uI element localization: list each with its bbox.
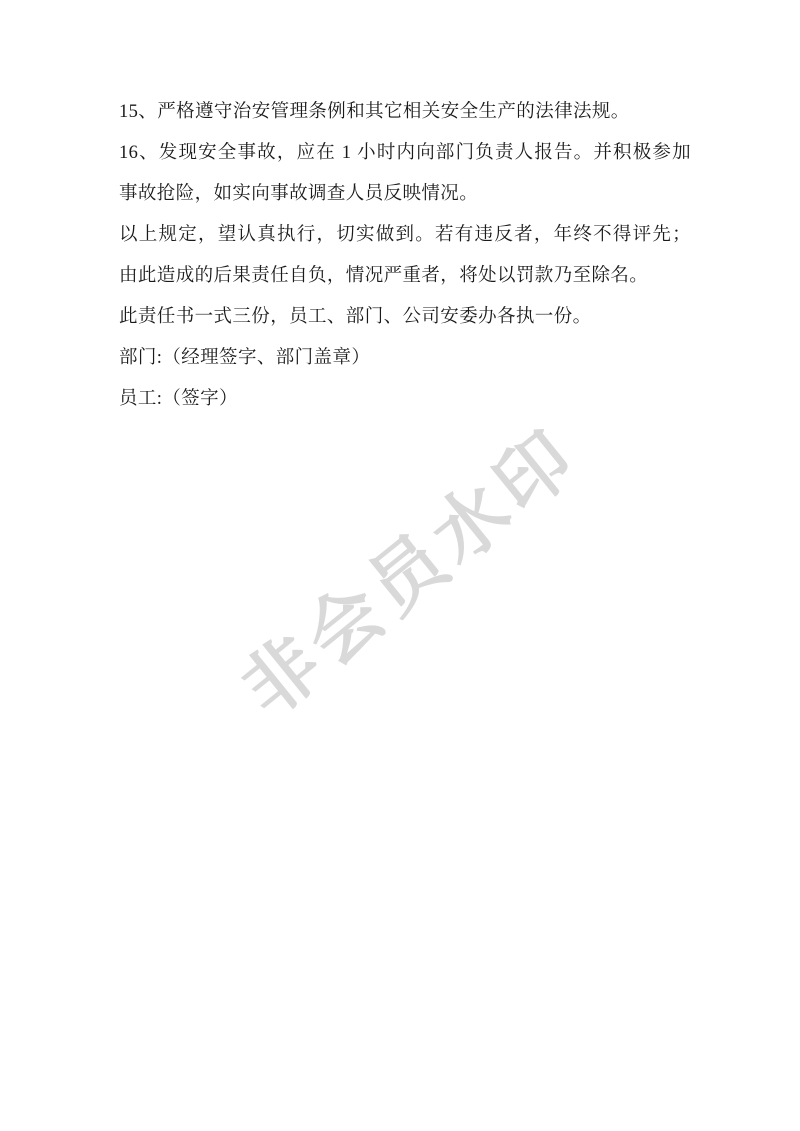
document-body (119, 92, 691, 420)
document-line-employee-signature: 员工:（签字） (119, 389, 238, 409)
watermark-text: 非会员水印 (226, 412, 594, 732)
document-line-closing-first: 以上规定，望认真执行，切实做到。若有违反者，年终不得评先； (119, 225, 691, 245)
document-line-copies: 此责任书一式三份，员工、部门、公司安委办各执一份。 (119, 307, 592, 327)
document-line-15: 15、严格遵守治安管理条例和其它相关安全生产的法律法规。 (119, 102, 630, 122)
document-line-department-signature: 部门:（经理签字、部门盖章） (119, 348, 371, 368)
document-line-16-first: 16、发现安全事故，应在 1 小时内向部门负责人报告。并积极参加 (119, 143, 691, 163)
document-line-16-second: 事故抢险，如实向事故调查人员反映情况。 (119, 184, 479, 204)
document-line-closing-second: 由此造成的后果责任自负，情况严重者，将处以罚款乃至除名。 (119, 266, 649, 286)
